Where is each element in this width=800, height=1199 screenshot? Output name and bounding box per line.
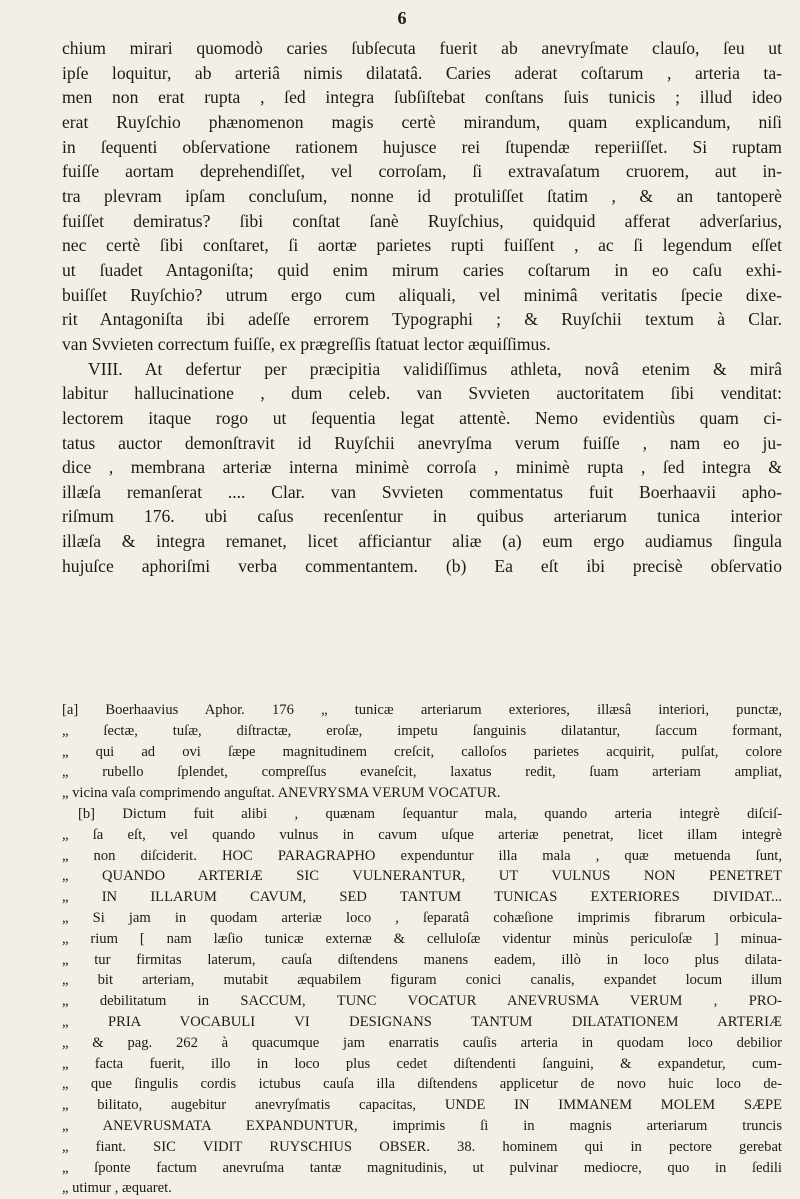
text-line: illæſa & integra remanet, licet afficiantur aliæ (a) eum ergo audiamus ſingula bbox=[62, 531, 782, 552]
footnote-line: „ IN ILLARUM CAVUM, SED TANTUM TUNICAS EXTERIORES DIVIDAT... bbox=[62, 889, 782, 906]
footnote-line: [a] Boerhaavius Aphor. 176 „ tunicæ arteriarum exteriores, illæsâ interiori, punctæ, bbox=[62, 702, 782, 718]
footnote-line: „ qui ad ovi ſæpe magnitudinem creſcit, calloſos parietes acquirit, pulſat, colore bbox=[62, 743, 782, 760]
footnote-line: „ bilitato, augebitur anevryſmatis capacitas, UNDE IN IMMANEM MOLEM SÆPE bbox=[62, 1097, 782, 1114]
footnotes bbox=[62, 700, 782, 1199]
text-line: VIII. At defertur per præcipitia validiſſimus athleta, novâ etenim & mirâ bbox=[88, 358, 782, 379]
footnote-line: „ debilitatum in SACCUM, TUNC VOCATUR ANEVRUSMA VERUM , PRO- bbox=[62, 993, 782, 1010]
footnote-line: „ rubello ſplendet, compreſſus evaneſcit, laxatus redit, ſuam arteriam ampliat, bbox=[62, 764, 782, 781]
page-number: 6 bbox=[397, 8, 407, 28]
footnote-line: „ PRIA VOCABULI VI DESIGNANS TANTUM DILATATIONEM ARTERIÆ bbox=[62, 1013, 782, 1030]
text-line: labitur hallucinatione , dum celeb. van Svvieten auctoritatem ſibi venditat: bbox=[62, 383, 782, 404]
text-line: buiſſet Ruyſchio? utrum ergo cum aliquali, vel minimâ veritatis ſpecie dixe- bbox=[62, 284, 782, 305]
text-line: fuiſſe aortam deprehendiſſet, vel corroſam, ſi extravaſatum cruorem, aut in- bbox=[62, 161, 782, 182]
footnote-line: „ non diſciderit. HOC PARAGRAPHO expenduntur illa mala , quæ metuenda ſunt, bbox=[62, 847, 782, 864]
footnote-line: „ QUANDO ARTERIÆ SIC VULNERANTUR, UT VULNUS NON PENETRET bbox=[62, 868, 782, 885]
footnote-line: „ ſponte factum anevruſma tantæ magnitudinis, ut pulvinar mediocre, quo in ſedili bbox=[62, 1159, 782, 1176]
footnote-line: „ tur firmitas laterum, cauſa diſtendens manens eadem, illò in loco plus dilata- bbox=[62, 951, 782, 968]
text-line: rit Antagoniſta ibi adeſſe errorem Typographi ; & Ruyſchii textum à Clar. bbox=[62, 309, 782, 330]
text-line: erat Ruyſchio phænomenon magis certè mirandum, quam explicandum, niſi bbox=[62, 111, 782, 132]
text-line: riſmum 176. ubi caſus recenſentur in quibus arteriarum tunica interior bbox=[62, 506, 782, 527]
text-line: men non erat rupta , ſed integra ſubſiſtebat conſtans ſuis tunicis ; illud ideo bbox=[62, 87, 782, 108]
text-line: fuiſſet demiratus? ſibi conſtat ſanè Ruyſchius, quidquid afferat adverſarius, bbox=[62, 210, 782, 231]
footnote-line: [b] Dictum fuit alibi , quænam ſequantur mala, quando arteria integrè diſciſ- bbox=[78, 805, 782, 822]
text-line: illæſa remanſerat .... Clar. van Svvieten commentatus fuit Boerhaavii apho- bbox=[62, 481, 782, 502]
main-text bbox=[62, 36, 782, 578]
text-line: tra plevram ipſam concluſum, nonne id protuliſſet ſtatim , & an tantoperè bbox=[62, 185, 782, 206]
text-line: dice , membrana arteriæ interna minimè corroſa , minimè rupta , ſed integra & bbox=[62, 457, 782, 478]
text-line: lectorem itaque rogo ut ſequentia legat attentè. Nemo evidentiùs quam ci- bbox=[62, 407, 782, 428]
footnote-line: „ Si jam in quodam arteriæ loco , ſeparatâ cohæſione imprimis fibrarum orbicula- bbox=[62, 909, 782, 926]
footnote-line: „ fiant. SIC VIDIT RUYSCHIUS OBSER. 38. hominem qui in pectore gerebat bbox=[62, 1138, 782, 1155]
text-line: chium mirari quomodò caries ſubſecuta fuerit ab anevryſmate clauſo, ſeu ut bbox=[62, 38, 782, 58]
text-line: ipſe loquitur, ab arteriâ nimis dilatatâ. Caries aderat coſtarum , arteria ta- bbox=[62, 62, 782, 83]
footnote-line: „ bit arteriam, mutabit æquabilem figuram conici canalis, expandet locum illum bbox=[62, 972, 782, 989]
footnote-line: „ & pag. 262 à quacumque jam enarratis cauſis arteria in quodam loco debilior bbox=[62, 1034, 782, 1051]
footnote-line: „ vicina vaſa comprimendo anguſtat. ANEVRYSMA VERUM VOCATUR. bbox=[62, 785, 501, 802]
footnote-line: „ utimur , æquaret. bbox=[62, 1180, 172, 1197]
text-line: van Svvieten correctum fuiſſe, ex prægreſſis ſtatuat lector æquiſſimus. bbox=[62, 333, 551, 354]
text-line: in ſequenti obſervatione rationem hujusce rei ſtupendæ reperiiſſet. Si ruptam bbox=[62, 136, 782, 157]
footnote-line: „ ſectæ, tuſæ, diſtractæ, eroſæ, impetu ſanguinis dilatantur, ſaccum formant, bbox=[62, 722, 782, 739]
text-line: nec certè ſibi conſtaret, ſi aortæ parietes rupti fuiſſent , ac ſi legendum eſſet bbox=[62, 235, 782, 256]
text-line: hujuſce aphoriſmi verba commentantem. (b) Ea eſt ibi precisè obſervatio bbox=[62, 555, 782, 576]
text-line: ut ſuadet Antagoniſta; quid enim mirum caries coſtarum in eo caſu exhi- bbox=[62, 259, 782, 280]
text-line: tatus auctor demonſtravit id Ruyſchii anevryſma verum fuiſſe , nam eo ju- bbox=[62, 432, 782, 453]
footnote-line: „ que ſingulis cordis ictubus cauſa illa diſtendens applicetur de novo huic loco de- bbox=[62, 1076, 782, 1093]
footnote-line: „ ANEVRUSMATA EXPANDUNTUR, imprimis ſi in magnis arteriarum truncis bbox=[62, 1117, 782, 1134]
footnote-line: „ facta fuerit, illo in loco plus cedet diſtendenti ſanguini, & expandetur, cum- bbox=[62, 1055, 782, 1072]
footnote-line: „ rium [ nam læſio tunicæ externæ & celluloſæ videntur minùs periculoſæ ] minua- bbox=[62, 930, 782, 947]
footnote-line: „ ſa eſt, vel quando vulnus in cavum uſque arteriæ penetrat, licet illam integrè bbox=[62, 826, 782, 843]
